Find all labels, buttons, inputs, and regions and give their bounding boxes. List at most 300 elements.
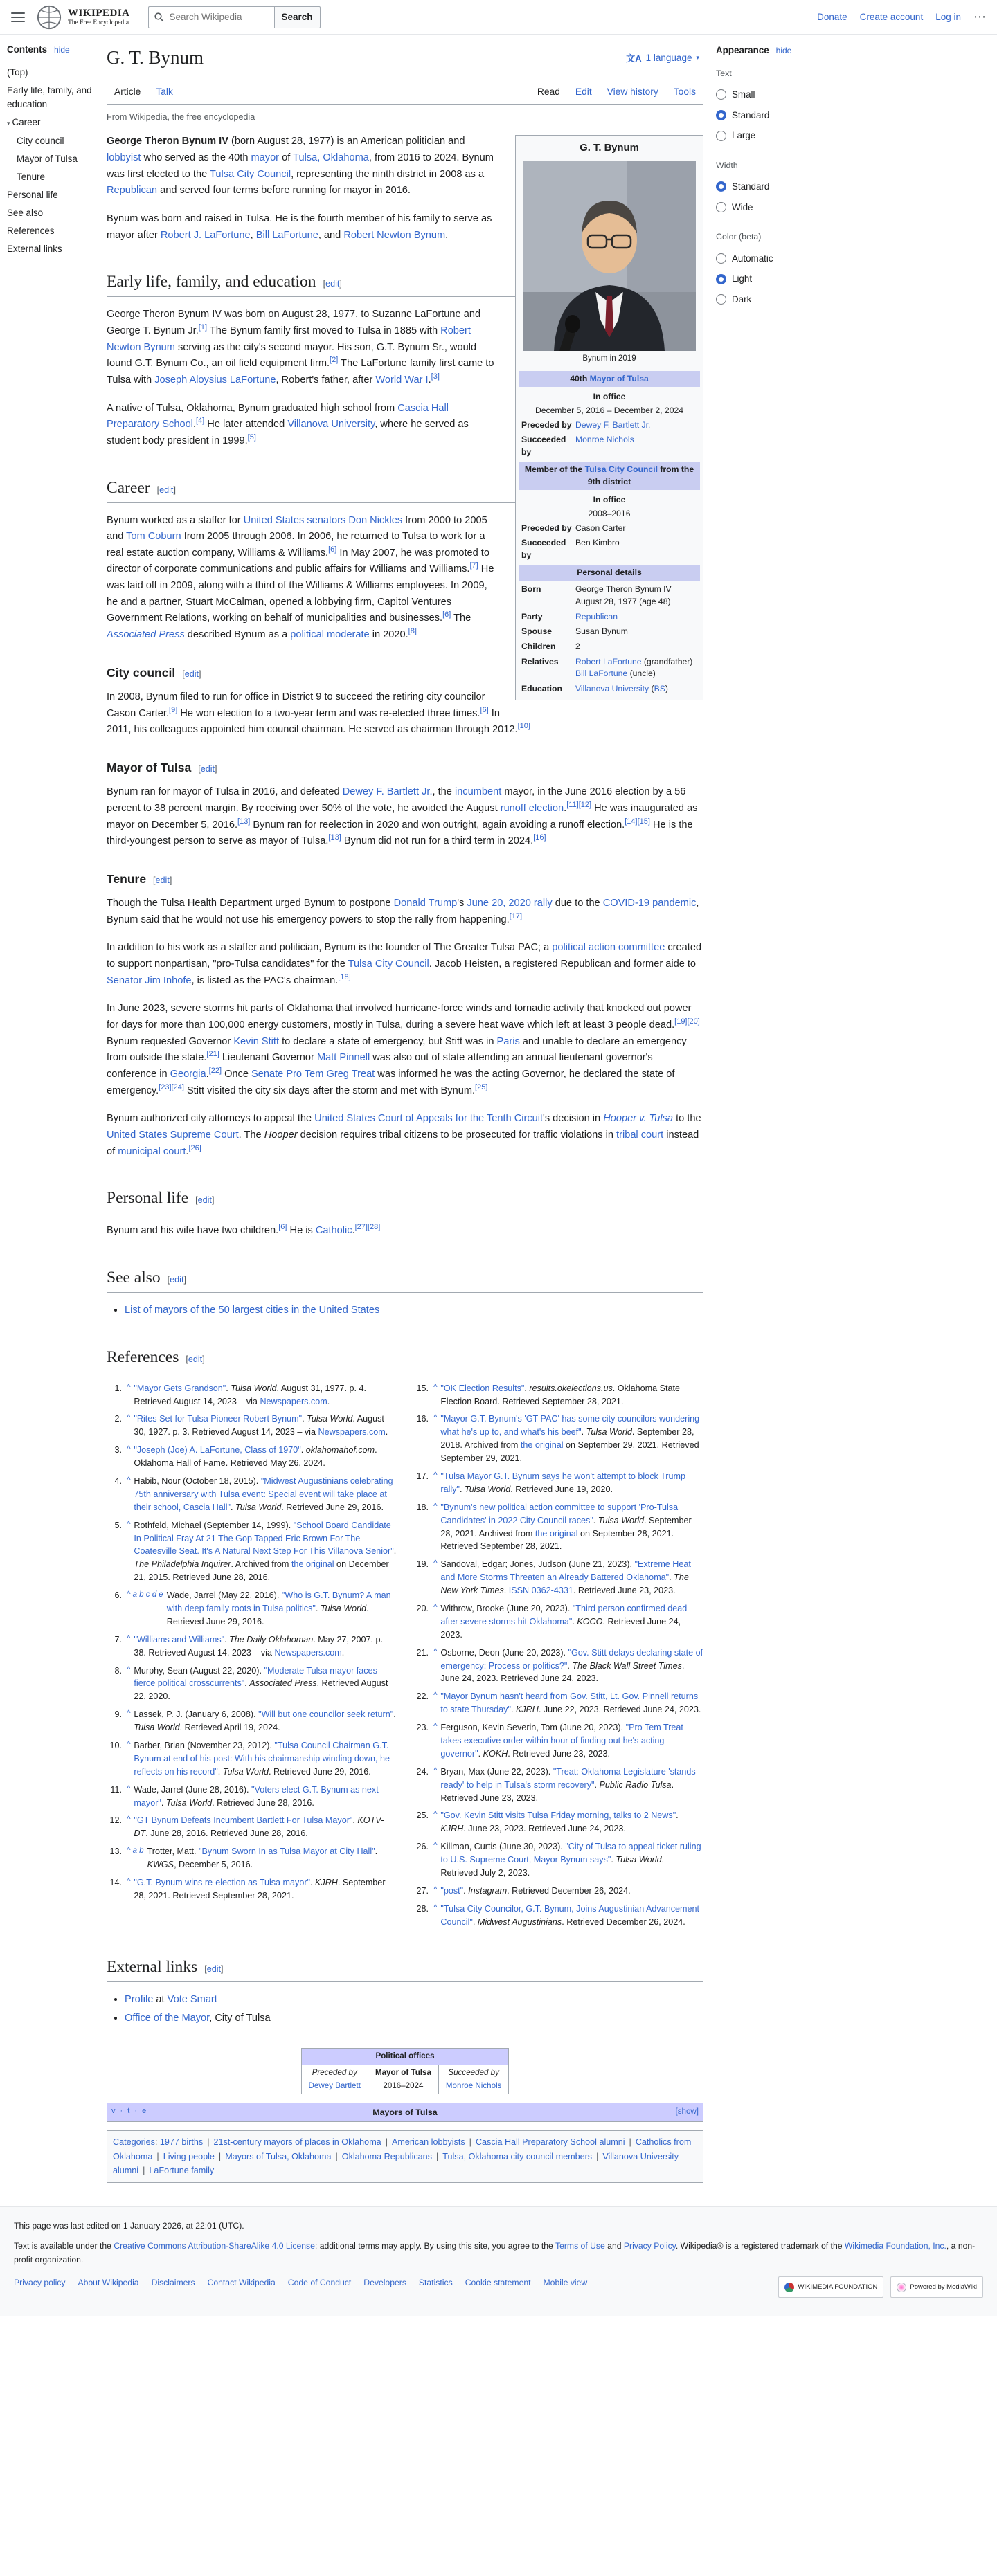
ref-link[interactable]: [20]: [687, 1017, 700, 1026]
reference-backlink[interactable]: ^: [433, 1766, 438, 1775]
wiki-link[interactable]: "Rites Set for Tulsa Pioneer Robert Bynum": [134, 1414, 303, 1424]
navbox-title-link[interactable]: Mayors of Tulsa: [372, 2107, 438, 2118]
ref-link[interactable]: [5]: [247, 433, 256, 442]
ref-link[interactable]: [7]: [469, 561, 478, 570]
reference-number: 23.: [416, 1723, 429, 1733]
wiki-link[interactable]: Mayor of Tulsa: [589, 373, 649, 383]
wiki-link[interactable]: incumbent: [454, 786, 502, 798]
wiki-link[interactable]: Newspapers.com: [260, 1396, 327, 1406]
reference-backlink[interactable]: ^: [433, 1471, 438, 1480]
radio-icon[interactable]: [716, 253, 726, 264]
italic-text: Associated Press: [249, 1678, 317, 1689]
wiki-link[interactable]: Profile: [125, 1993, 154, 2005]
succeeded-link[interactable]: Monroe Nichols: [445, 2080, 502, 2090]
footer-link-statistics[interactable]: Statistics: [418, 2278, 453, 2288]
ref-marker: [330, 356, 338, 364]
ref-link[interactable]: [13]: [328, 833, 341, 842]
wiki-link[interactable]: "Extreme Heat and More Storms Threaten an Already Battered Oklahoma": [440, 1559, 691, 1583]
wiki-link[interactable]: "Moderate Tulsa mayor faces fierce political crosscurrents": [134, 1665, 377, 1689]
reference-item: [107, 1708, 397, 1734]
education-value: Villanova University (BS): [575, 684, 668, 694]
wiki-link[interactable]: Office of the Mayor: [125, 2013, 210, 2024]
footer-link-contact-wikipedia[interactable]: Contact Wikipedia: [207, 2278, 276, 2288]
tab-tools[interactable]: Tools: [673, 86, 696, 97]
ref-link[interactable]: [6]: [442, 610, 451, 619]
reference-text: "Joseph (Joe) A. LaFortune, Class of 1970". oklahomahof.com. Oklahoma Hall of Fame. Retrieved May 26, 2024.: [134, 1445, 377, 1469]
category-separator: |: [143, 2166, 145, 2176]
toc-item-career[interactable]: ▾ Career: [7, 117, 41, 128]
mediawiki-badge[interactable]: Powered by MediaWiki: [890, 2276, 983, 2298]
reference-backlink[interactable]: ^: [433, 1691, 438, 1700]
reference-text: Osborne, Deon (June 20, 2023). "Gov. Stitt delays declaring state of emergency: Process or politics?". The Black Wall Street Times. June 24, 2023. Retrieved June 24, 2023.: [440, 1647, 703, 1684]
wiki-link[interactable]: "Tulsa Council Chairman G.T. Bynum at end of his post: With his chairmanship winding down, he reflects on his record": [134, 1741, 390, 1777]
reference-item: [107, 1589, 397, 1629]
tab-view-history[interactable]: View history: [607, 86, 658, 97]
section-heading-text: See also: [107, 1268, 161, 1287]
wiki-link[interactable]: Newspapers.com: [274, 1647, 342, 1658]
wiki-link[interactable]: Tulsa, Oklahoma: [293, 152, 369, 164]
reference-backlink[interactable]: ^: [433, 1811, 438, 1820]
reference-item: [413, 1501, 703, 1554]
edit-link[interactable]: edit: [188, 1354, 203, 1364]
reference-backlink[interactable]: ^: [433, 1502, 438, 1511]
wiki-link[interactable]: Bill LaFortune: [575, 669, 628, 679]
wiki-link[interactable]: Donald Trump: [393, 898, 458, 909]
infobox-portrait[interactable]: [519, 161, 700, 370]
wiki-link[interactable]: "Bynum's new political action committee to support 'Pro-Tulsa Candidates' in 2022 City Council races": [440, 1502, 679, 1525]
wiki-link[interactable]: Robert LaFortune: [575, 656, 642, 666]
ref-marker: [475, 1083, 487, 1091]
wiki-link[interactable]: "Will but one councilor seek return": [258, 1709, 394, 1720]
wiki-link[interactable]: "Gov. Kevin Stitt visits Tulsa Friday morning, talks to 2 News": [440, 1811, 676, 1821]
wiki-link[interactable]: Catholic: [315, 1225, 352, 1237]
section-heading-text: External links: [107, 1957, 198, 1976]
edit-link[interactable]: edit: [206, 1963, 221, 1974]
reference-backlink[interactable]: ^: [433, 1647, 438, 1656]
bullet-list: [125, 1992, 703, 2027]
preceded-link[interactable]: Dewey Bartlett: [308, 2080, 361, 2090]
wiki-link[interactable]: June 20, 2020 rally: [467, 898, 553, 909]
ref-link[interactable]: [3]: [431, 372, 440, 381]
wiki-link[interactable]: the original: [535, 1528, 578, 1539]
reference-number: 27.: [416, 1885, 429, 1896]
search-button[interactable]: Search: [274, 6, 321, 28]
wiki-link[interactable]: lobbyist: [107, 152, 141, 164]
ref-link[interactable]: [12]: [578, 801, 592, 810]
wiki-link[interactable]: Tom Coburn: [126, 531, 181, 543]
wikimedia-logo-icon: [784, 2283, 794, 2292]
wiki-link[interactable]: World War I: [375, 374, 429, 386]
ref-link[interactable]: [21]: [206, 1050, 219, 1059]
bold-text: George Theron Bynum IV: [107, 136, 228, 147]
ref-marker: [196, 417, 204, 425]
categories-label[interactable]: Categories: [113, 2137, 155, 2148]
wiki-link[interactable]: Bill LaFortune: [255, 229, 318, 241]
reference-text: Wade, Jarrel (May 22, 2016). "Who is G.T. Bynum? A man with deep family roots in Tulsa politics". Tulsa World. Retrieved June 29, 2016.: [166, 1590, 391, 1626]
wiki-link[interactable]: "City of Tulsa to appeal ticket ruling to U.S. Supreme Court, Mayor Bynum says": [440, 1842, 701, 1865]
wiki-link[interactable]: COVID-19 pandemic: [602, 898, 697, 909]
italic-text: Public Radio Tulsa: [599, 1779, 672, 1790]
ref-marker: [199, 323, 207, 332]
footer-link-code-of-conduct[interactable]: Code of Conduct: [287, 2278, 352, 2288]
wiki-link[interactable]: tribal court: [616, 1129, 664, 1141]
wiki-link[interactable]: BS: [654, 684, 665, 694]
wiki-link[interactable]: Vote Smart: [167, 1993, 217, 2005]
italic-text: KJRH: [440, 1824, 464, 1834]
wiki-link[interactable]: runoff election: [500, 802, 564, 814]
category-link[interactable]: Mayors of Tulsa, Oklahoma: [225, 2151, 332, 2161]
header-link-log-in[interactable]: Log in: [935, 11, 961, 22]
toc-item-references[interactable]: References: [7, 226, 55, 237]
reference-backlink[interactable]: ^: [433, 1842, 438, 1851]
wiki-link[interactable]: "Voters elect G.T. Bynum as next mayor": [134, 1784, 379, 1808]
appearance-group-label: Text: [716, 68, 732, 78]
page-tabs: [107, 80, 703, 105]
search-input[interactable]: [168, 11, 269, 23]
wiki-link[interactable]: Newspapers.com: [318, 1427, 386, 1437]
italic-text: The Daily Oklahoman: [229, 1634, 314, 1644]
ref-link[interactable]: [17]: [509, 911, 523, 920]
ref-link[interactable]: [4]: [196, 417, 205, 426]
wiki-link[interactable]: Dewey F. Bartlett Jr.: [342, 786, 433, 798]
category-link[interactable]: Cascia Hall Preparatory School alumni: [475, 2137, 625, 2148]
reference-item: [413, 1766, 703, 1805]
radio-option-automatic[interactable]: [716, 248, 825, 269]
toc-item-personal-life[interactable]: Personal life: [7, 189, 58, 200]
radio-option-small[interactable]: [716, 84, 825, 105]
wiki-link[interactable]: Senator Jim Inhofe: [107, 974, 192, 986]
toc-hide-button[interactable]: hide: [54, 45, 70, 55]
ref-marker: [688, 1017, 700, 1026]
radio-label: Wide: [732, 201, 753, 212]
ref-link[interactable]: [9]: [169, 705, 178, 714]
category-link[interactable]: Oklahoma Republicans: [341, 2151, 432, 2161]
wiki-link[interactable]: List of mayors of the 50 largest cities in the United States: [125, 1304, 380, 1316]
wiki-link[interactable]: Matt Pinnell: [316, 1052, 370, 1064]
wiki-link[interactable]: United States Court of Appeals for the Tenth Circuit: [314, 1113, 544, 1125]
menu-icon[interactable]: [11, 12, 25, 22]
term-dates: December 5, 2016 – December 2, 2024: [535, 406, 684, 416]
ref-link[interactable]: [6]: [480, 705, 489, 714]
toc-item-external-links[interactable]: External links: [7, 244, 62, 255]
ref-link[interactable]: [18]: [338, 972, 351, 981]
tab-article[interactable]: Article: [114, 86, 141, 97]
page-title: G. T. Bynum: [107, 47, 204, 68]
reference-item: [107, 1784, 397, 1810]
wiki-link[interactable]: "Mayor Gets Grandson": [134, 1383, 226, 1393]
italic-text: KOCO: [577, 1616, 603, 1626]
wiki-link[interactable]: the original: [291, 1559, 334, 1570]
radio-label: Small: [732, 89, 755, 100]
reference-backlink[interactable]: ^ a b: [127, 1847, 144, 1856]
edit-link[interactable]: edit: [170, 1274, 184, 1285]
wiki-link[interactable]: "Midwest Augustinians celebrating 75th anniversary with Tulsa event: Special event will take place at their school, Cascia Hall": [134, 1476, 393, 1512]
reference-backlink[interactable]: ^: [127, 1634, 131, 1643]
ref-link[interactable]: [24]: [171, 1082, 184, 1091]
reference-text: Murphy, Sean (August 22, 2020). "Moderate Tulsa mayor faces fierce political crosscurrents". Associated Press. Retrieved August 22, 2020.: [134, 1665, 388, 1702]
wiki-link[interactable]: "School Board Candidate In Political Fray At 21 The Gop Tapped Eric Brown For The Coatesville Seat. It's A Natural Next Step For This Villanova Senior": [134, 1520, 394, 1557]
ref-link[interactable]: [13]: [237, 817, 251, 826]
footer-link-developers[interactable]: Developers: [363, 2278, 406, 2288]
wiki-link[interactable]: "Mayor Bynum hasn't heard from Gov. Stitt, Lt. Gov. Pinnell returns to state Thursday": [440, 1691, 699, 1715]
ref-marker: [338, 973, 350, 981]
ref-link[interactable]: [6]: [328, 545, 337, 554]
born-label: Born: [521, 584, 541, 595]
reference-backlink[interactable]: ^: [127, 1741, 131, 1750]
ref-link[interactable]: [14]: [625, 817, 638, 826]
toc-item-tenure[interactable]: Tenure: [17, 171, 45, 182]
wiki-link[interactable]: Joseph Aloysius LaFortune: [154, 374, 276, 386]
wiki-link[interactable]: 0362-4331: [531, 1586, 573, 1596]
section-heading-text: Tenure: [107, 871, 147, 886]
ref-link[interactable]: [19]: [674, 1017, 688, 1026]
wiki-link[interactable]: Hooper v. Tulsa: [603, 1113, 674, 1125]
wiki-link[interactable]: ISSN: [508, 1586, 530, 1596]
reference-backlink[interactable]: ^: [127, 1476, 131, 1485]
category-link[interactable]: LaFortune family: [149, 2166, 215, 2176]
paragraph: Bynum authorized city attorneys to appeal the United States Court of Appeals for the Tenth Circuit's decision in Hooper v. Tulsa to the United States Supreme Court. The Hooper decision requires tribal citizens to be prosecuted for traffic violations in tribal court instead of municipal court.[26]: [107, 1113, 701, 1157]
reference-backlink[interactable]: ^: [127, 1383, 131, 1392]
wiki-link[interactable]: Tulsa City Council: [348, 959, 429, 970]
wikimedia-foundation-badge[interactable]: WIKIMEDIA FOUNDATION: [778, 2276, 883, 2298]
reference-backlink[interactable]: ^: [127, 1445, 131, 1454]
reference-backlink[interactable]: ^: [433, 1604, 438, 1612]
reference-backlink[interactable]: ^: [433, 1885, 438, 1894]
category-link[interactable]: Catholics from Oklahoma: [113, 2137, 692, 2161]
italic-text: KJRH: [315, 1878, 338, 1888]
edit-link[interactable]: edit: [325, 279, 340, 289]
italic-text: results.okelections.us: [529, 1383, 613, 1393]
footer-link-disclaimers[interactable]: Disclaimers: [151, 2278, 195, 2288]
wiki-link[interactable]: Tulsa City Council: [210, 168, 291, 180]
tab-talk[interactable]: Talk: [156, 86, 173, 97]
reference-backlink[interactable]: ^: [433, 1903, 438, 1912]
succeeded-label: Succeeded by: [521, 538, 566, 560]
ref-link[interactable]: [22]: [208, 1067, 222, 1076]
radio-icon[interactable]: [716, 202, 726, 212]
edit-link[interactable]: edit: [155, 875, 170, 885]
wiki-link[interactable]: Kevin Stitt: [233, 1035, 280, 1047]
wiki-link[interactable]: municipal court: [118, 1145, 186, 1157]
radio-icon[interactable]: [716, 181, 726, 192]
ref-marker: [328, 833, 341, 842]
wiki-link[interactable]: "Pro Tem Treat takes executive order within hour of finding out he's acting governor": [440, 1723, 683, 1759]
wiki-link[interactable]: "Williams and Williams": [134, 1634, 225, 1644]
wiki-link[interactable]: United States Supreme Court: [107, 1129, 239, 1141]
radio-option-wide[interactable]: [716, 197, 825, 218]
wiki-link[interactable]: Villanova University: [287, 419, 375, 430]
language-button[interactable]: 文A 1 language ▾: [622, 51, 703, 65]
tab-read[interactable]: Read: [537, 86, 560, 97]
toc-item--top-[interactable]: (Top): [7, 67, 28, 78]
wiki-link[interactable]: political action committee: [552, 942, 665, 954]
category-link[interactable]: Living people: [163, 2151, 215, 2161]
category-link[interactable]: Tulsa, Oklahoma city council members: [442, 2151, 593, 2161]
radio-icon[interactable]: [716, 294, 726, 305]
ref-link[interactable]: [1]: [198, 323, 207, 332]
ref-marker: [533, 833, 546, 842]
toc-item-mayor-of-tulsa[interactable]: Mayor of Tulsa: [17, 153, 78, 164]
wiki-link[interactable]: "Bynum Sworn In as Tulsa Mayor at City Hall": [199, 1847, 375, 1857]
wiki-link[interactable]: Cascia Hall Preparatory School: [107, 402, 449, 430]
wiki-link[interactable]: "Treat: Oklahoma Legislature 'stands ready' to help in Tulsa's storm recovery": [440, 1766, 696, 1790]
wiki-link[interactable]: Villanova University: [575, 684, 649, 694]
tab-edit[interactable]: Edit: [575, 86, 592, 97]
reference-number: 8.: [114, 1665, 122, 1676]
ref-link[interactable]: [26]: [188, 1143, 201, 1152]
vte-links[interactable]: v · t · e: [111, 2107, 148, 2116]
wiki-link[interactable]: "Tulsa City Councilor, G.T. Bynum, Joins Augustinian Advancement Council": [440, 1903, 700, 1927]
party-value: [575, 611, 697, 624]
ref-link[interactable]: [6]: [278, 1223, 287, 1232]
reference-number: 16.: [416, 1414, 429, 1424]
reference-backlink[interactable]: ^: [127, 1878, 131, 1887]
edit-link[interactable]: edit: [200, 763, 215, 774]
ellipsis-icon[interactable]: ⋯: [973, 10, 986, 24]
ref-marker: [237, 817, 250, 826]
edit-link[interactable]: edit: [159, 484, 174, 495]
wiki-link[interactable]: Tulsa City Council: [584, 464, 658, 474]
radio-label: Large: [732, 130, 756, 141]
ref-marker: [431, 372, 440, 381]
wiki-link[interactable]: political moderate: [290, 629, 370, 641]
wiki-link[interactable]: Don Nickles: [348, 514, 403, 526]
category-link[interactable]: American lobbyists: [391, 2137, 465, 2148]
radio-icon[interactable]: [716, 131, 726, 141]
wiki-link[interactable]: "post": [440, 1885, 464, 1896]
paragraph: Bynum and his wife have two children.[6] He is Catholic.[27][28]: [107, 1223, 381, 1237]
edit-section: [edit]: [204, 1963, 224, 1974]
ref-link[interactable]: [25]: [475, 1082, 488, 1091]
appearance-group-text: [716, 66, 825, 146]
wiki-link[interactable]: mayor: [251, 152, 280, 164]
radio-option-dark[interactable]: [716, 289, 825, 310]
ref-link[interactable]: [8]: [408, 627, 417, 636]
wiki-link[interactable]: Dewey F. Bartlett Jr.: [575, 419, 651, 430]
wiki-link[interactable]: United States senators: [243, 514, 346, 526]
main-content: [107, 43, 703, 2183]
wikipedia-logo[interactable]: [36, 4, 130, 30]
wiki-link[interactable]: Associated Press: [107, 629, 185, 641]
wiki-link[interactable]: Senate Pro Tem: [251, 1068, 324, 1080]
footer-link-privacy-policy[interactable]: Privacy policy: [14, 2278, 66, 2288]
wiki-link[interactable]: "G.T. Bynum wins re-election as Tulsa mayor": [134, 1878, 311, 1888]
radio-icon[interactable]: [716, 89, 726, 100]
wiki-link[interactable]: Monroe Nichols: [575, 435, 634, 445]
category-link[interactable]: 1977 births: [159, 2137, 204, 2148]
wiki-link[interactable]: Robert J. LaFortune: [160, 229, 251, 241]
radio-option-standard[interactable]: [716, 176, 825, 197]
edit-link[interactable]: edit: [184, 669, 199, 679]
wiki-link[interactable]: the original: [520, 1440, 564, 1451]
radio-icon[interactable]: [716, 110, 726, 120]
radio-icon[interactable]: [716, 274, 726, 284]
footer-link-about-wikipedia[interactable]: About Wikipedia: [78, 2278, 139, 2288]
wiki-link[interactable]: "Gov. Stitt delays declaring state of emergency: Process or politics?": [440, 1647, 703, 1671]
reference-backlink[interactable]: ^: [127, 1784, 131, 1793]
wiki-link[interactable]: Paris: [496, 1035, 520, 1047]
reference-backlink[interactable]: ^: [127, 1709, 131, 1718]
category-link[interactable]: 21st-century mayors of places in Oklahoma: [213, 2137, 381, 2148]
footer-link-mobile-view[interactable]: Mobile view: [543, 2278, 588, 2288]
reference-backlink[interactable]: ^: [127, 1520, 131, 1529]
list-item: [125, 1303, 703, 1319]
ref-link[interactable]: [10]: [517, 722, 530, 731]
appearance-title: Appearance: [716, 45, 769, 55]
ref-link[interactable]: [27]: [354, 1223, 368, 1232]
reference-backlink[interactable]: ^: [127, 1665, 131, 1674]
reference-backlink[interactable]: ^: [127, 1414, 131, 1423]
ref-link[interactable]: [15]: [637, 817, 650, 826]
reference-backlink[interactable]: ^ a b c d e: [127, 1590, 163, 1599]
reference-backlink[interactable]: ^: [433, 1414, 438, 1423]
from-wikipedia-line: From Wikipedia, the free encyclopedia: [107, 112, 255, 123]
toc-item-early-life-family-and-education[interactable]: Early life, family, and education: [7, 85, 92, 110]
radio-option-large[interactable]: [716, 125, 825, 146]
appearance-hide-button[interactable]: hide: [775, 46, 792, 55]
categories-bar: [107, 2130, 703, 2182]
wiki-link[interactable]: Privacy Policy: [623, 2241, 676, 2251]
header-link-donate[interactable]: Donate: [817, 11, 847, 22]
wiki-link[interactable]: "Mayor G.T. Bynum's 'GT PAC' has some city councilors wondering what he's up to, and what's his beef": [440, 1414, 700, 1437]
wiki-link[interactable]: Greg Treat: [326, 1068, 375, 1080]
wiki-link[interactable]: Robert Newton Bynum: [107, 325, 471, 353]
ref-link[interactable]: [23]: [159, 1082, 172, 1091]
reference-item: [107, 1876, 397, 1903]
reference-backlink[interactable]: ^: [433, 1383, 438, 1392]
wiki-link[interactable]: "Joseph (Joe) A. LaFortune, Class of 1970": [134, 1445, 301, 1455]
toc-item-city-council[interactable]: City council: [17, 135, 64, 146]
reference-text: "post". Instagram. Retrieved December 26, 2024.: [440, 1885, 631, 1896]
edit-link[interactable]: edit: [197, 1195, 212, 1206]
categories-colon: :: [154, 2137, 158, 2148]
infobox-caption: Bynum in 2019: [582, 353, 636, 363]
wiki-link[interactable]: Georgia: [170, 1068, 206, 1080]
wiki-link[interactable]: Republican: [575, 611, 618, 622]
wiki-link[interactable]: Terms of Use: [555, 2241, 605, 2251]
wiki-link[interactable]: Republican: [107, 185, 158, 197]
wiki-link[interactable]: Robert Newton Bynum: [343, 229, 446, 241]
radio-option-standard[interactable]: [716, 105, 825, 126]
appearance-group-label: Width: [716, 160, 738, 170]
reference-backlink[interactable]: ^: [433, 1559, 438, 1568]
wiki-link[interactable]: Creative Commons Attribution-ShareAlike 4.0 License: [114, 2241, 315, 2251]
reference-item: [107, 1475, 397, 1514]
radio-label: Dark: [732, 293, 752, 305]
reference-item: [413, 1470, 703, 1496]
ref-link[interactable]: [11]: [566, 801, 579, 810]
wiki-link[interactable]: "GT Bynum Defeats Incumbent Bartlett For Tulsa Mayor": [134, 1815, 353, 1826]
wiki-link[interactable]: "OK Election Results": [440, 1383, 525, 1393]
header-link-create-account[interactable]: Create account: [859, 11, 924, 22]
reference-backlink[interactable]: ^: [127, 1815, 131, 1824]
reference-backlink[interactable]: ^: [433, 1723, 438, 1732]
footer-link-cookie-statement[interactable]: Cookie statement: [465, 2278, 531, 2288]
radio-option-light[interactable]: [716, 269, 825, 289]
ref-marker: [442, 611, 451, 619]
category-link[interactable]: Villanova University alumni: [113, 2151, 679, 2176]
navbox-show-button[interactable]: [show]: [675, 2107, 699, 2116]
wiki-link[interactable]: Wikimedia Foundation, Inc.: [844, 2241, 946, 2251]
wiki-link[interactable]: "Third person confirmed dead after severe storms hit Oklahoma": [440, 1604, 688, 1626]
wiki-link[interactable]: "Who is G.T. Bynum? A man with deep family roots in Tulsa politics": [166, 1590, 391, 1613]
ref-link[interactable]: [16]: [533, 833, 546, 842]
reference-number: 21.: [416, 1647, 429, 1658]
wiki-link[interactable]: "Tulsa Mayor G.T. Bynum says he won't attempt to block Trump rally": [440, 1471, 685, 1494]
toc-item-see-also[interactable]: See also: [7, 207, 44, 218]
ref-link[interactable]: [28]: [367, 1223, 381, 1232]
ref-link[interactable]: [2]: [330, 356, 339, 365]
